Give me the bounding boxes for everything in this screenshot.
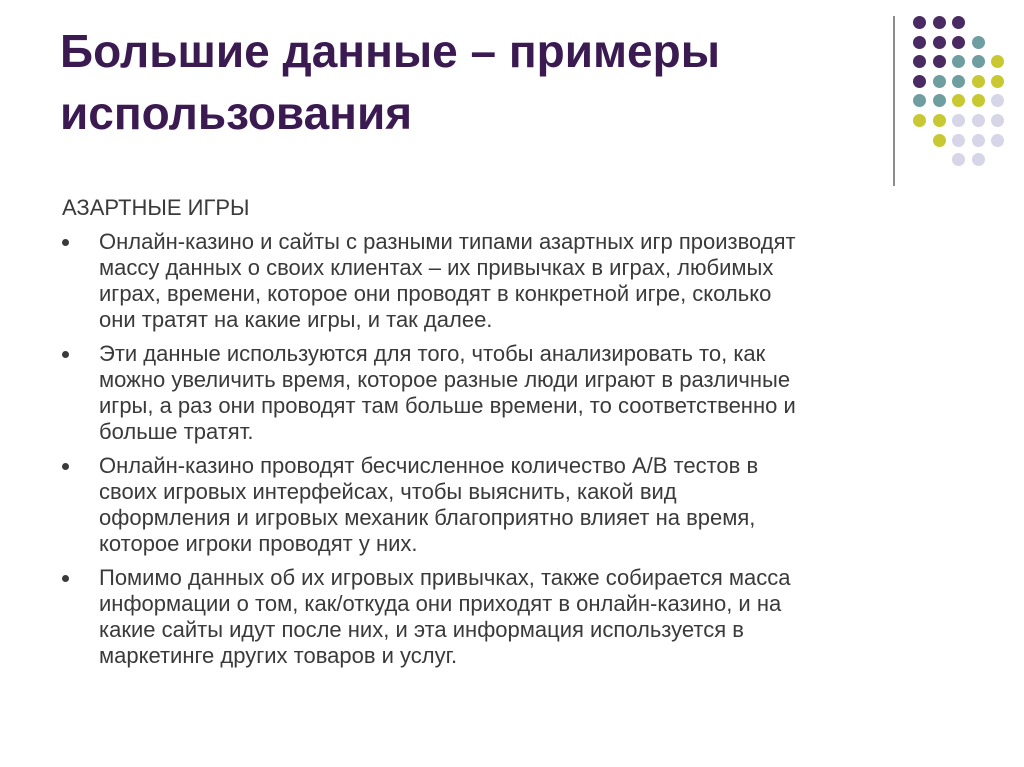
bullet-line: маркетинге других товаров и услуг.: [99, 643, 458, 668]
bullet-line: можно увеличить время, которое разные люди играют в различные: [99, 367, 791, 392]
decorative-dot: [933, 134, 946, 147]
decorative-dot: [972, 134, 985, 147]
decorative-dot: [952, 55, 965, 68]
bullet-line: Онлайн-казино проводят бесчисленное количество A/B тестов в: [99, 453, 759, 478]
bullet-dot-icon: [62, 351, 69, 358]
decorative-dot: [933, 55, 946, 68]
bullet-line: какие сайты идут после них, и эта информация используется в: [99, 617, 744, 642]
decorative-dot: [952, 94, 965, 107]
bullet-line: массу данных о своих клиентах – их привычках в играх, любимых: [99, 255, 774, 280]
decorative-dot: [972, 55, 985, 68]
decorative-dot: [991, 134, 1004, 147]
decorative-dot: [972, 94, 985, 107]
bullet-line: они тратят на какие игры, и так далее.: [99, 307, 493, 332]
decorative-dot: [913, 36, 926, 49]
decorative-dot: [933, 94, 946, 107]
decorative-dot: [913, 114, 926, 127]
bullet-dot-icon: [62, 463, 69, 470]
bullet-item: [62, 453, 972, 557]
bullet-line: оформления и игровых механик благоприятно влияет на время,: [99, 505, 756, 530]
bullet-line: своих игровых интерфейсах, чтобы выяснить, какой вид: [99, 479, 677, 504]
decorative-dot: [933, 75, 946, 88]
decorative-dot: [972, 153, 985, 166]
bullet-item: [62, 229, 972, 333]
slide-title-line-1: Большие данные – примеры: [60, 25, 721, 77]
slide-title: [60, 20, 860, 144]
decorative-dot: [991, 75, 1004, 88]
bullet-line: Эти данные используются для того, чтобы анализировать то, как: [99, 341, 766, 366]
bullet-list: [62, 229, 972, 669]
decorative-dot: [913, 94, 926, 107]
bullet-item: [62, 341, 972, 445]
title-divider-line: [893, 16, 895, 186]
decorative-dot: [913, 75, 926, 88]
bullet-line: которое игроки проводят у них.: [99, 531, 418, 556]
decorative-dot: [972, 114, 985, 127]
bullet-line: Помимо данных об их игровых привычках, также собирается масса: [99, 565, 791, 590]
decorative-dot: [972, 75, 985, 88]
bullet-dot-icon: [62, 575, 69, 582]
decorative-dot: [933, 16, 946, 29]
bullet-line: игры, а раз они проводят там больше времени, то соответственно и: [99, 393, 796, 418]
decorative-dot: [933, 36, 946, 49]
decorative-dot: [991, 94, 1004, 107]
decorative-dot: [913, 16, 926, 29]
decorative-dot: [913, 55, 926, 68]
decorative-dot: [972, 36, 985, 49]
bullet-line: информации о том, как/откуда они приходят в онлайн-казино, и на: [99, 591, 782, 616]
decorative-dot: [991, 114, 1004, 127]
decorative-dot: [952, 36, 965, 49]
slide-title-line-2: использования: [60, 87, 413, 139]
section-heading: АЗАРТНЫЕ ИГРЫ: [62, 195, 250, 220]
decorative-dot: [952, 75, 965, 88]
decorative-dot: [991, 55, 1004, 68]
slide-body: [62, 195, 972, 677]
decorative-dot: [952, 16, 965, 29]
bullet-item: [62, 565, 972, 669]
bullet-line: играх, времени, которое они проводят в конкретной игре, сколько: [99, 281, 772, 306]
decorative-dot: [952, 134, 965, 147]
decorative-dot: [933, 114, 946, 127]
decorative-dot: [952, 153, 965, 166]
bullet-dot-icon: [62, 239, 69, 246]
bullet-line: больше тратят.: [99, 419, 254, 444]
decorative-dot: [952, 114, 965, 127]
bullet-line: Онлайн-казино и сайты с разными типами азартных игр производят: [99, 229, 796, 254]
